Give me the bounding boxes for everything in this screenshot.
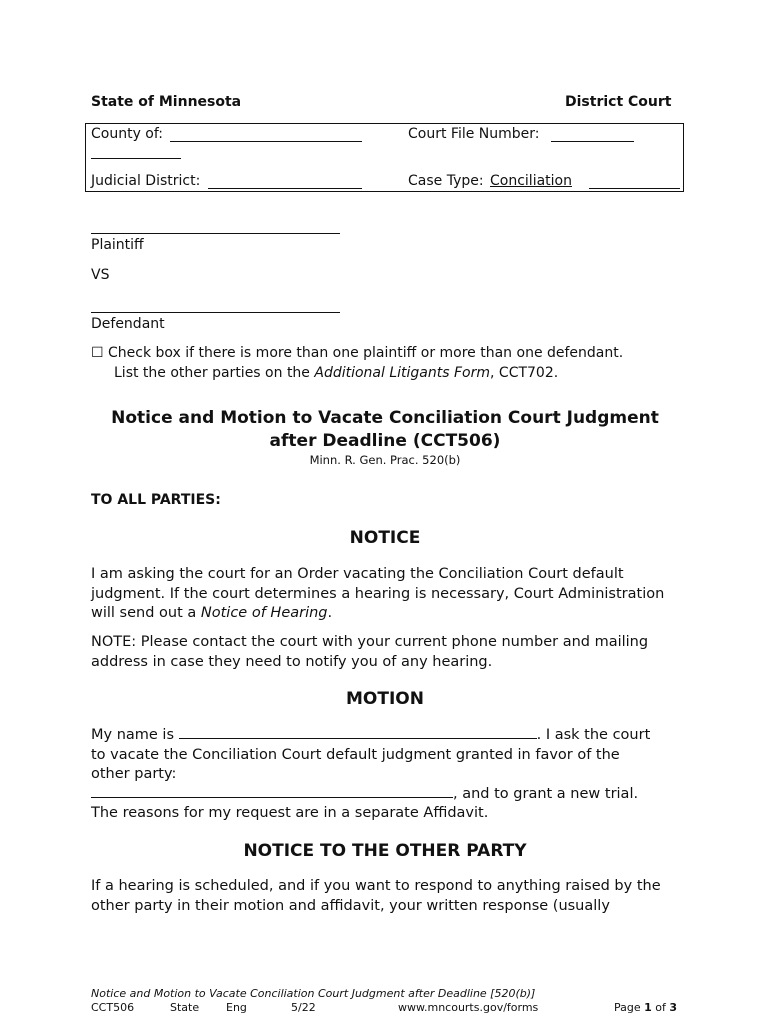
additional-litigants-note: [114, 365, 558, 381]
multiple-parties-option: [91, 345, 623, 361]
name-prefix: My name is: [91, 727, 179, 743]
district-label: Judicial District:: [91, 173, 201, 189]
page-number: 1: [644, 1001, 652, 1014]
motion-line5: The reasons for my request are in a separate Affidavit.: [91, 805, 489, 821]
notice-end: .: [327, 605, 333, 621]
county-field[interactable]: [170, 141, 362, 142]
footer-code: CCT506: [91, 1001, 135, 1014]
page-indicator: [614, 1001, 677, 1014]
motion-line3: other party:: [91, 766, 177, 782]
page-word: Page: [614, 1001, 645, 1014]
note-paragraph: NOTE: Please contact the court with your current phone number and mailing address in case they need to notify you of any hearing.: [91, 634, 649, 670]
court-label: District Court: [565, 94, 672, 110]
rule-citation: Minn. R. Gen. Prac. 520(b): [309, 453, 461, 467]
motion-heading: MOTION: [346, 689, 424, 709]
plaintiff-label: Plaintiff: [91, 237, 144, 253]
footer-lang: Eng: [226, 1001, 247, 1014]
other-party-heading: NOTICE TO THE OTHER PARTY: [243, 841, 527, 861]
additional-litigants-form: Additional Litigants Form: [314, 365, 491, 381]
of-word: of: [651, 1001, 670, 1014]
district-field[interactable]: [208, 188, 362, 189]
footer-type: State: [170, 1001, 200, 1014]
motion-name-line: [91, 726, 681, 746]
form-title-line2: after Deadline (CCT506): [269, 431, 501, 451]
multiple-parties-checkbox[interactable]: ☐: [91, 345, 104, 361]
footer-url[interactable]: www.mncourts.gov/forms: [398, 1001, 539, 1014]
other-party-paragraph: If a hearing is scheduled, and if you want to respond to anything raised by the other party in their motion and affidavit, your written response (usually: [91, 878, 661, 914]
case-type-field-tail[interactable]: [589, 188, 680, 189]
county-label: County of:: [91, 126, 164, 142]
file-number-field[interactable]: [551, 141, 634, 142]
plaintiff-field[interactable]: [91, 233, 340, 234]
case-type-value: Conciliation: [490, 173, 572, 189]
notice-text: I am asking the court for an Order vacating the Conciliation Court default judgment. If the court determines a hearing is necessary, Court Administration will send out a: [91, 566, 665, 621]
footer-date: 5/22: [291, 1001, 316, 1014]
vs-label: VS: [91, 267, 110, 283]
checkbox-text: Check box if there is more than one plaintiff or more than one defendant.: [108, 345, 624, 361]
file-number-label: Court File Number:: [408, 126, 540, 142]
motion-party-line: [91, 785, 681, 805]
defendant-label: Defendant: [91, 316, 165, 332]
new-trial-text: , and to grant a new trial.: [453, 786, 639, 802]
to-all-parties: TO ALL PARTIES:: [91, 492, 221, 508]
list-prefix: List the other parties on the: [114, 365, 315, 381]
county-field-continued[interactable]: [91, 158, 181, 159]
defendant-field[interactable]: [91, 312, 340, 313]
page-total: 3: [669, 1001, 678, 1014]
list-suffix: , CCT702.: [490, 365, 559, 381]
form-title-line1: Notice and Motion to Vacate Conciliation Court Judgment: [111, 408, 659, 428]
notice-of-hearing: Notice of Hearing: [200, 605, 328, 621]
name-suffix: . I ask the court: [536, 727, 651, 743]
motion-line2: to vacate the Conciliation Court default judgment granted in favor of the: [91, 747, 620, 763]
case-type-label: Case Type:: [408, 173, 484, 189]
notice-heading: NOTICE: [349, 528, 421, 548]
state-label: State of Minnesota: [91, 94, 242, 110]
other-party-field[interactable]: [91, 797, 453, 798]
footer-title: Notice and Motion to Vacate Conciliation Court Judgment after Deadline [520(b)]: [91, 987, 536, 1000]
name-field[interactable]: [179, 738, 537, 739]
notice-paragraph: [91, 565, 681, 624]
